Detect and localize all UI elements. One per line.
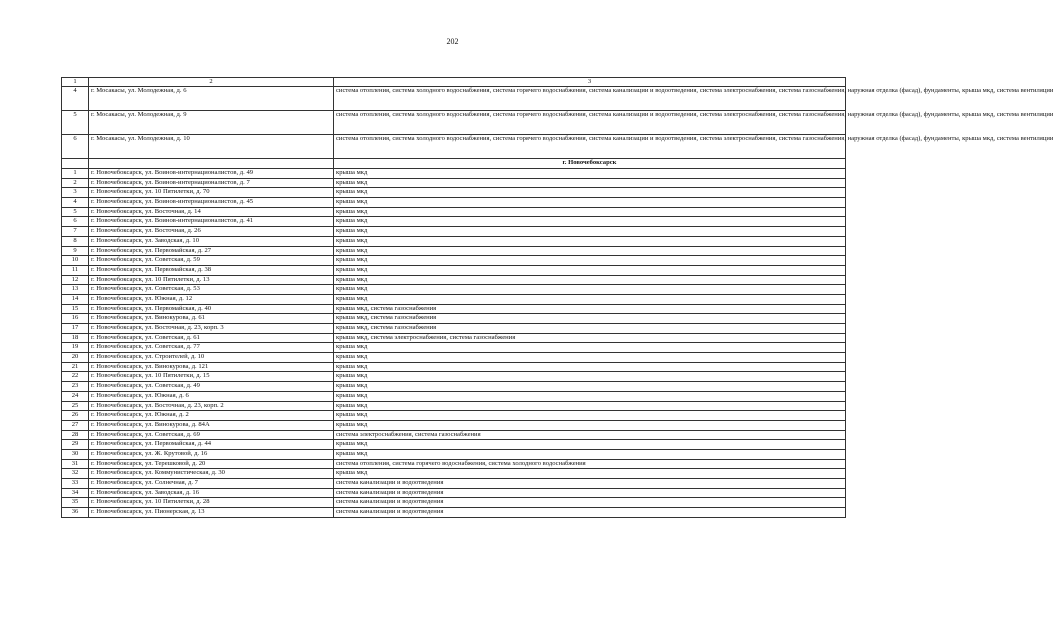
row-works: система канализации и водоотведения xyxy=(334,508,846,518)
table-row xyxy=(62,198,846,208)
row-number: 34 xyxy=(62,488,89,498)
table-row xyxy=(62,449,846,459)
row-address: г. Новочебоксарск, ул. Восточная, д. 14 xyxy=(89,207,334,217)
table-row xyxy=(62,411,846,421)
row-number: 32 xyxy=(62,469,89,479)
row-works: крыша мкд xyxy=(334,246,846,256)
row-address: г. Новочебоксарск, ул. Винокурова, д. 84А xyxy=(89,420,334,430)
table-row xyxy=(62,236,846,246)
row-works: крыша мкд xyxy=(334,188,846,198)
section-title: г. Новочебоксарск xyxy=(334,159,846,169)
row-number: 25 xyxy=(62,401,89,411)
row-address: г. Новочебоксарск, ул. Южная, д. 2 xyxy=(89,411,334,421)
column-number-2: 2 xyxy=(89,78,334,87)
table-row xyxy=(62,87,846,111)
row-address: г. Новочебоксарск, ул. Советская, д. 77 xyxy=(89,343,334,353)
row-number: 7 xyxy=(62,227,89,237)
works-table-body xyxy=(62,78,1053,518)
row-number: 21 xyxy=(62,362,89,372)
row-number: 13 xyxy=(62,285,89,295)
row-works: крыша мкд xyxy=(334,449,846,459)
row-address: г. Новочебоксарск, ул. Первомайская, д. 44 xyxy=(89,440,334,450)
row-works: крыша мкд xyxy=(334,294,846,304)
table-row xyxy=(62,314,846,324)
row-works: крыша мкд xyxy=(334,227,846,237)
section-empty-cell xyxy=(62,159,89,169)
row-number: 15 xyxy=(62,304,89,314)
row-works: крыша мкд xyxy=(334,382,846,392)
row-address: г. Новочебоксарск, ул. Ж. Крутовой, д. 16 xyxy=(89,449,334,459)
row-works: крыша мкд xyxy=(334,469,846,479)
row-works: крыша мкд xyxy=(334,401,846,411)
table-row xyxy=(62,362,846,372)
table-row xyxy=(62,420,846,430)
table-row xyxy=(62,391,846,401)
row-works: крыша мкд xyxy=(334,285,846,295)
row-number: 26 xyxy=(62,411,89,421)
page-number: 202 xyxy=(446,37,459,46)
row-address: г. Новочебоксарск, ул. Заводская, д. 10 xyxy=(89,236,334,246)
row-address: г. Новочебоксарск, ул. Первомайская, д. 27 xyxy=(89,246,334,256)
row-address: г. Новочебоксарск, ул. Воинов-интернационалистов, д. 41 xyxy=(89,217,334,227)
table-row xyxy=(62,111,846,135)
row-address: г. Новочебоксарск, ул. Винокурова, д. 121 xyxy=(89,362,334,372)
row-address: г. Новочебоксарск, ул. Воинов-интернационалистов, д. 49 xyxy=(89,169,334,179)
row-number: 35 xyxy=(62,498,89,508)
row-works: крыша мкд xyxy=(334,353,846,363)
row-address: г. Новочебоксарск, ул. Заводская, д. 16 xyxy=(89,488,334,498)
row-number: 17 xyxy=(62,324,89,334)
row-works: система электроснабжения, система газоснабжения xyxy=(334,430,846,440)
row-number: 28 xyxy=(62,430,89,440)
row-number: 31 xyxy=(62,459,89,469)
row-number: 1 xyxy=(62,169,89,179)
row-number: 30 xyxy=(62,449,89,459)
row-works: крыша мкд xyxy=(334,411,846,421)
works-table xyxy=(61,77,1053,518)
table-row xyxy=(62,294,846,304)
table-row xyxy=(62,227,846,237)
row-number: 36 xyxy=(62,508,89,518)
row-address: г. Новочебоксарск, ул. Первомайская, д. 38 xyxy=(89,265,334,275)
row-works: система канализации и водоотведения xyxy=(334,498,846,508)
row-number: 3 xyxy=(62,188,89,198)
row-works: крыша мкд xyxy=(334,236,846,246)
row-number: 16 xyxy=(62,314,89,324)
row-works: крыша мкд, система газоснабжения xyxy=(334,304,846,314)
row-address: г. Новочебоксарск, ул. Терешковой, д. 20 xyxy=(89,459,334,469)
row-number: 23 xyxy=(62,382,89,392)
table-row xyxy=(62,353,846,363)
row-address: г. Новочебоксарск, ул. 10 Пятилетки, д. 28 xyxy=(89,498,334,508)
table-row xyxy=(62,304,846,314)
row-works: система канализации и водоотведения xyxy=(334,488,846,498)
row-address: г. Новочебоксарск, ул. Советская, д. 53 xyxy=(89,285,334,295)
column-number-3: 3 xyxy=(334,78,846,87)
row-address: г. Новочебоксарск, ул. Южная, д. 6 xyxy=(89,391,334,401)
row-number: 12 xyxy=(62,275,89,285)
row-number: 9 xyxy=(62,246,89,256)
row-number: 24 xyxy=(62,391,89,401)
section-row xyxy=(62,159,846,169)
row-address: г. Новочебоксарск, ул. Винокурова, д. 61 xyxy=(89,314,334,324)
row-works: крыша мкд xyxy=(334,217,846,227)
column-number-row xyxy=(62,78,846,87)
row-works: крыша мкд xyxy=(334,420,846,430)
row-works: крыша мкд xyxy=(334,178,846,188)
row-address: г. Новочебоксарск, ул. Коммунистическая, д. 30 xyxy=(89,469,334,479)
row-works: крыша мкд xyxy=(334,362,846,372)
table-row xyxy=(62,401,846,411)
row-number: 4 xyxy=(62,198,89,208)
row-works: система отопления, система холодного водоснабжения, система горячего водоснабжения, система канализации и водоотведения, система электроснабжения, система газоснабжения, наружная отделка (фасад), фундаменты, крыша мкд, система вентиляции xyxy=(334,111,846,135)
row-number: 6 xyxy=(62,135,89,159)
row-number: 14 xyxy=(62,294,89,304)
table-row xyxy=(62,188,846,198)
row-works: крыша мкд xyxy=(334,207,846,217)
row-works: система канализации и водоотведения xyxy=(334,479,846,489)
table-row xyxy=(62,217,846,227)
table-row xyxy=(62,324,846,334)
row-works: крыша мкд xyxy=(334,343,846,353)
row-works: крыша мкд xyxy=(334,169,846,179)
row-address: г. Новочебоксарск, ул. Первомайская, д. 40 xyxy=(89,304,334,314)
row-address: г. Новочебоксарск, ул. Солнечная, д. 7 xyxy=(89,479,334,489)
table-row xyxy=(62,430,846,440)
row-works: крыша мкд xyxy=(334,256,846,266)
row-address: г. Новочебоксарск, ул. Воинов-интернационалистов, д. 7 xyxy=(89,178,334,188)
row-address: г. Новочебоксарск, ул. 10 Пятилетки, д. 70 xyxy=(89,188,334,198)
table-row xyxy=(62,265,846,275)
row-number: 29 xyxy=(62,440,89,450)
row-works: крыша мкд xyxy=(334,391,846,401)
row-works: система отопления, система холодного водоснабжения, система горячего водоснабжения, система канализации и водоотведения, система электроснабжения, система газоснабжения, наружная отделка (фасад), фундаменты, крыша мкд, система вентиляции xyxy=(334,87,846,111)
row-number: 11 xyxy=(62,265,89,275)
row-address: г. Новочебоксарск, ул. Строителей, д. 10 xyxy=(89,353,334,363)
table-row xyxy=(62,479,846,489)
row-address: г. Новочебоксарск, ул. Воинов-интернационалистов, д. 45 xyxy=(89,198,334,208)
row-number: 6 xyxy=(62,217,89,227)
row-works: крыша мкд, система электроснабжения, система газоснабжения xyxy=(334,333,846,343)
row-works: крыша мкд, система газоснабжения xyxy=(334,324,846,334)
row-works: крыша мкд xyxy=(334,265,846,275)
table-row xyxy=(62,178,846,188)
row-works: система отопления, система горячего водоснабжения, система холодного водоснабжения xyxy=(334,459,846,469)
row-number: 27 xyxy=(62,420,89,430)
table-row xyxy=(62,285,846,295)
row-number: 18 xyxy=(62,333,89,343)
table-row xyxy=(62,169,846,179)
row-number: 33 xyxy=(62,479,89,489)
row-works: крыша мкд xyxy=(334,372,846,382)
row-address: г. Новочебоксарск, ул. 10 Пятилетки, д. 15 xyxy=(89,372,334,382)
table-row xyxy=(62,333,846,343)
table-row xyxy=(62,382,846,392)
row-works: крыша мкд, система газоснабжения xyxy=(334,314,846,324)
section-empty-cell xyxy=(89,159,334,169)
table-row xyxy=(62,135,846,159)
row-number: 5 xyxy=(62,207,89,217)
table-row xyxy=(62,498,846,508)
row-number: 22 xyxy=(62,372,89,382)
row-address: г. Новочебоксарск, ул. Восточная, д. 23, корп. 3 xyxy=(89,324,334,334)
row-number: 5 xyxy=(62,111,89,135)
row-address: г. Новочебоксарск, ул. 10 Пятилетки, д. 13 xyxy=(89,275,334,285)
row-address: г. Мосакасы, ул. Молодежная, д. 6 xyxy=(89,87,334,111)
row-works: крыша мкд xyxy=(334,275,846,285)
table-row xyxy=(62,508,846,518)
table-row xyxy=(62,488,846,498)
row-address: г. Новочебоксарск, ул. Восточная, д. 23, корп. 2 xyxy=(89,401,334,411)
row-number: 20 xyxy=(62,353,89,363)
row-address: г. Новочебоксарск, ул. Южная, д. 12 xyxy=(89,294,334,304)
column-number-1: 1 xyxy=(62,78,89,87)
row-address: г. Новочебоксарск, ул. Советская, д. 59 xyxy=(89,256,334,266)
row-number: 2 xyxy=(62,178,89,188)
row-address: г. Новочебоксарск, ул. Восточная, д. 26 xyxy=(89,227,334,237)
row-address: г. Мосакасы, ул. Молодежная, д. 10 xyxy=(89,135,334,159)
row-number: 10 xyxy=(62,256,89,266)
table-row xyxy=(62,246,846,256)
row-works: крыша мкд xyxy=(334,440,846,450)
table-row xyxy=(62,440,846,450)
table-row xyxy=(62,207,846,217)
row-address: г. Новочебоксарск, ул. Советская, д. 61 xyxy=(89,333,334,343)
table-row xyxy=(62,372,846,382)
row-address: г. Мосакасы, ул. Молодежная, д. 9 xyxy=(89,111,334,135)
table-row xyxy=(62,256,846,266)
table-row xyxy=(62,275,846,285)
row-number: 19 xyxy=(62,343,89,353)
row-address: г. Новочебоксарск, ул. Пионерская, д. 13 xyxy=(89,508,334,518)
row-number: 8 xyxy=(62,236,89,246)
row-address: г. Новочебоксарск, ул. Советская, д. 69 xyxy=(89,430,334,440)
row-address: г. Новочебоксарск, ул. Советская, д. 49 xyxy=(89,382,334,392)
table-row xyxy=(62,459,846,469)
row-number: 4 xyxy=(62,87,89,111)
table-row xyxy=(62,343,846,353)
table-row xyxy=(62,469,846,479)
row-works: система отопления, система холодного водоснабжения, система горячего водоснабжения, система канализации и водоотведения, система электроснабжения, система газоснабжения, наружная отделка (фасад), фундаменты, крыша мкд, система вентиляции xyxy=(334,135,846,159)
row-works: крыша мкд xyxy=(334,198,846,208)
